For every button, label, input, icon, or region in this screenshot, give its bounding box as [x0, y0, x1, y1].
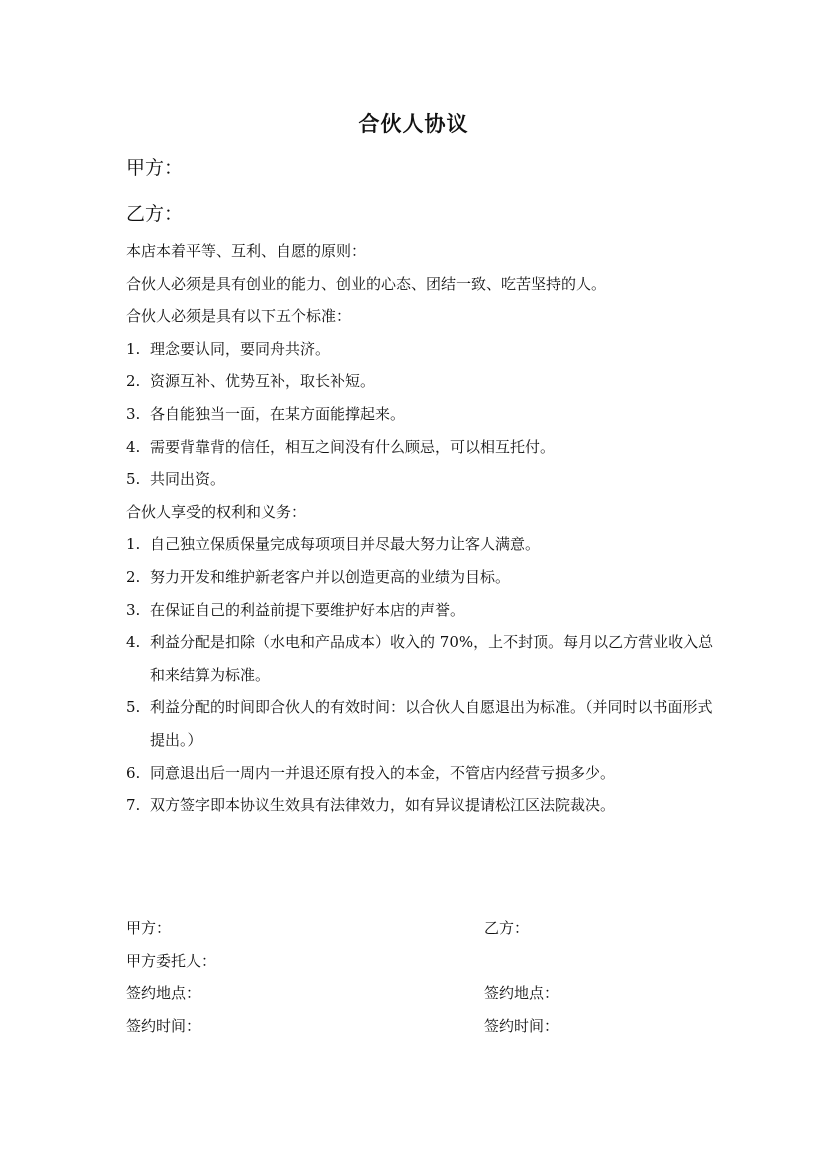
list-text: 各自能独当一面，在某方面能撑起来。: [150, 404, 406, 423]
list-text: 利益分配是扣除（水电和产品成本）收入的 70%，上不封顶。每月以乙方营业收入总和来结算为标准。: [150, 633, 714, 684]
list-number: 1.: [126, 535, 141, 554]
list-number: 1.: [126, 339, 141, 358]
list-item: [126, 365, 716, 398]
list-text: 双方签字即本协议生效具有法律效力，如有异议提请松江区法院裁决。: [150, 796, 616, 815]
list-text: 利益分配的时间即合伙人的有效时间：以合伙人自愿退出为标准。（并同时以书面形式提出。）: [150, 698, 713, 749]
list-text: 需要背靠背的信任，相互之间没有什么顾忌，可以相互托付。: [150, 437, 556, 456]
list-text: 资源互补、优势互补，取长补短。: [150, 372, 376, 391]
rights-list: [126, 528, 716, 821]
signature-block-party-a: [126, 912, 216, 1042]
list-item: [126, 463, 716, 496]
list-item: [126, 528, 716, 561]
signature-time-label-a: 签约时间：: [126, 1016, 202, 1035]
list-item: [126, 757, 716, 790]
standards-list: [126, 333, 716, 496]
list-number: 6.: [126, 763, 141, 782]
list-item: [126, 789, 716, 822]
list-text: 理念要认同，要同舟共济。: [150, 339, 331, 358]
list-item: [126, 626, 716, 691]
intro-standards-heading: 合伙人必须是具有以下五个标准：: [126, 307, 352, 326]
list-text: 在保证自己的利益前提下要维护好本店的声誉。: [150, 600, 466, 619]
list-text: 自己独立保质保量完成每项项目并尽最大努力让客人满意。: [150, 535, 541, 554]
list-number: 5.: [126, 698, 141, 717]
intro-requirement: 合伙人必须是具有创业的能力、创业的心态、团结一致、吃苦坚持的人。: [126, 274, 607, 293]
document-title: 合伙人协议: [358, 111, 469, 136]
list-number: 4.: [126, 437, 141, 456]
list-number: 7.: [126, 796, 141, 815]
list-item: [126, 561, 716, 594]
signature-party-a-label: 甲方：: [126, 919, 172, 937]
signature-place-label-a: 签约地点：: [126, 984, 202, 1003]
signature-party-b-label: 乙方：: [484, 919, 530, 937]
list-item: [126, 431, 716, 464]
list-text: 努力开发和维护新老客户并以创造更高的业绩为目标。: [150, 567, 511, 586]
rights-heading: 合伙人享受的权利和义务：: [126, 502, 307, 521]
list-item: [126, 691, 716, 756]
signature-block-party-b: [484, 912, 559, 1042]
intro-principle: 本店本着平等、互利、自愿的原则：: [126, 242, 367, 260]
signature-place-label-b: 签约地点：: [484, 984, 560, 1003]
party-b-header: 乙方：: [126, 203, 184, 225]
list-number: 5.: [126, 470, 141, 489]
list-text: 共同出资。: [150, 470, 226, 489]
list-number: 3.: [126, 600, 141, 619]
signature-delegate-label: 甲方委托人：: [126, 951, 217, 970]
list-item: [126, 398, 716, 431]
list-item: [126, 333, 716, 366]
party-a-header: 甲方：: [126, 157, 184, 179]
list-text: 同意退出后一周内一并退还原有投入的本金，不管店内经营亏损多少。: [150, 763, 616, 782]
list-number: 4.: [126, 633, 141, 652]
signature-spacer: [484, 945, 559, 978]
list-number: 2.: [126, 372, 141, 391]
signature-time-label-b: 签约时间：: [484, 1016, 560, 1035]
agreement-body: [126, 235, 716, 822]
list-number: 3.: [126, 404, 141, 423]
list-number: 2.: [126, 567, 141, 586]
list-item: [126, 594, 716, 627]
